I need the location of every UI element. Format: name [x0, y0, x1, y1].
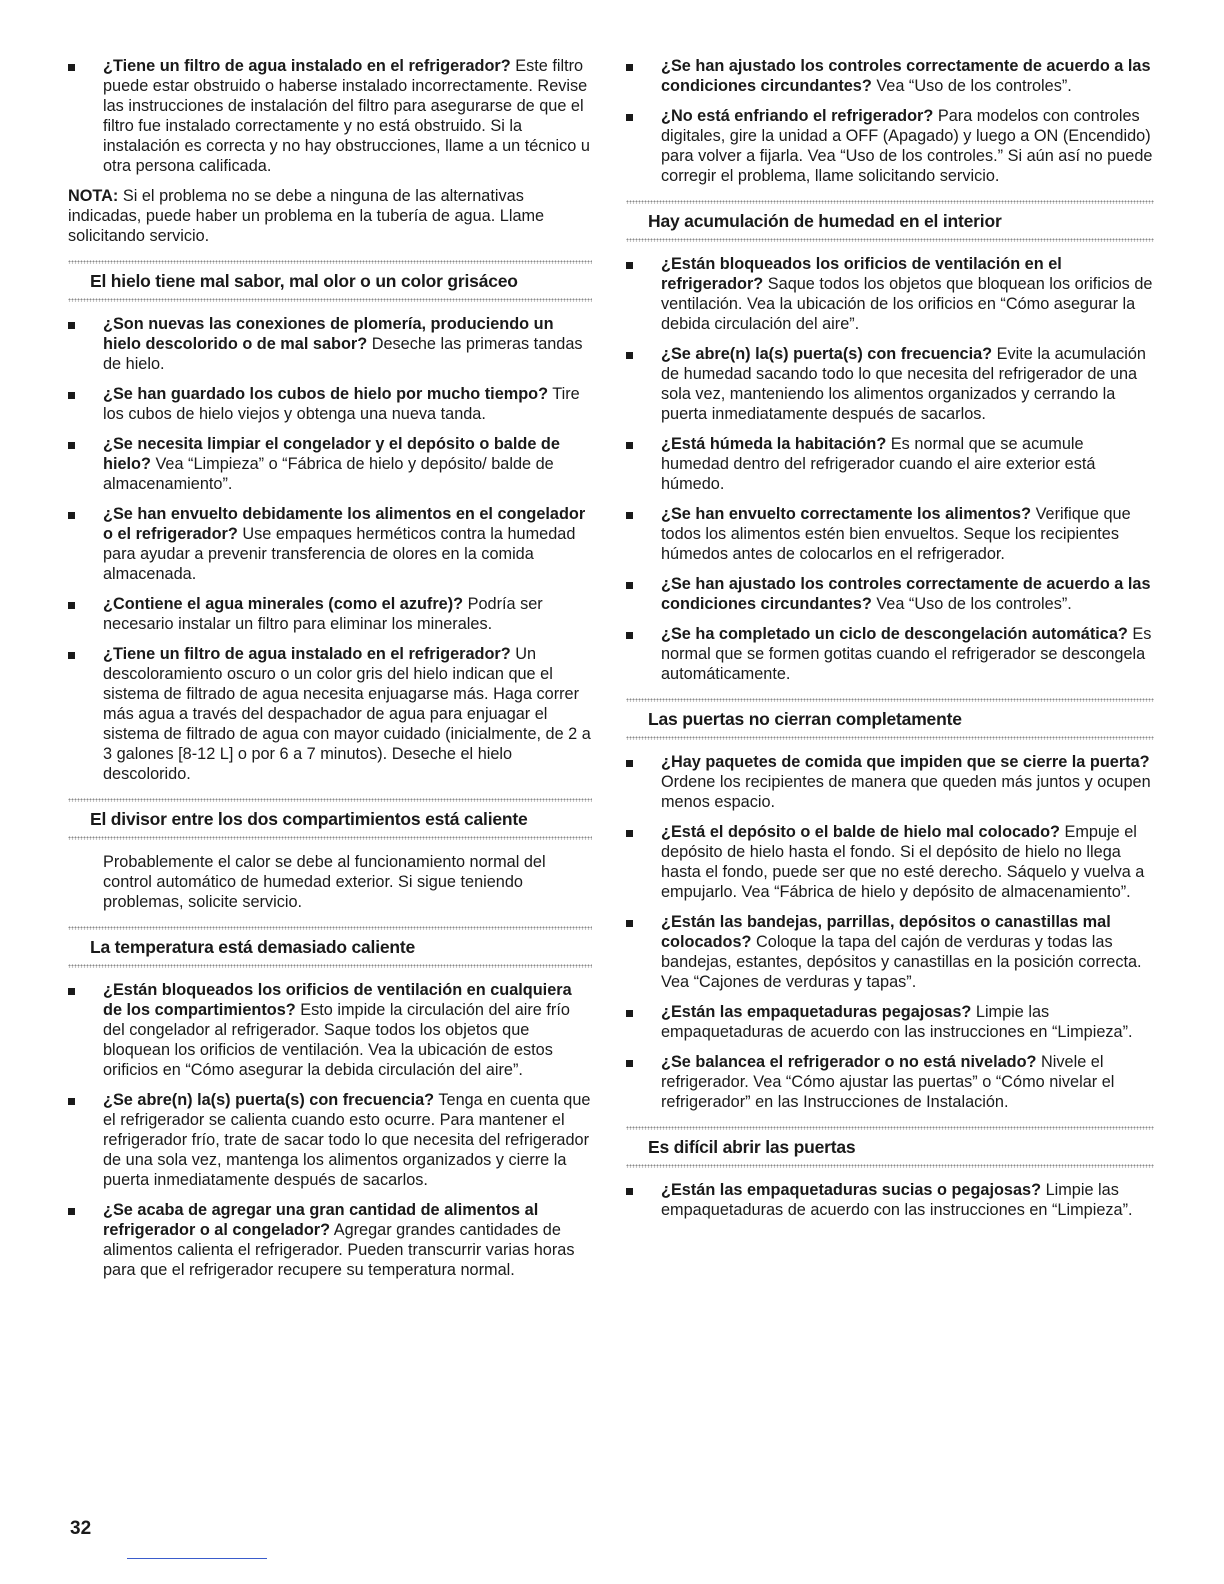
- item-answer: Podría ser necesario instalar un filtro para eliminar los minerales.: [103, 595, 543, 633]
- item-question: ¿Están las empaquetaduras pegajosas?: [661, 1003, 972, 1021]
- bullet-icon: [626, 442, 633, 449]
- section-heading: [68, 260, 592, 302]
- bullet-icon: [68, 392, 75, 399]
- item-answer: Vea “Uso de los controles”.: [871, 77, 1072, 95]
- bullet-icon: [626, 632, 633, 639]
- item-question: ¿Se balancea el refrigerador o no está nivelado?: [661, 1053, 1037, 1071]
- section-title: Es difícil abrir las puertas: [648, 1137, 856, 1157]
- section-title: La temperatura está demasiado caliente: [90, 937, 416, 957]
- item-question: ¿Se necesita limpiar el congelador y el depósito o balde de hielo?: [103, 435, 560, 473]
- item-answer: Agregar grandes cantidades de alimentos calienta el refrigerador. Pueden transcurrir varias horas para que el refrigerador recupere su temperatura normal.: [103, 1221, 575, 1279]
- item-question: ¿Está el depósito o el balde de hielo mal colocado?: [661, 823, 1060, 841]
- item-answer: Nivele el refrigerador. Vea “Cómo ajustar las puertas” o “Cómo nivelar el refrigerador” en las Instrucciones de Instalación.: [661, 1053, 1115, 1111]
- dotted-rule: [68, 298, 592, 302]
- section-heading: [626, 200, 1154, 242]
- bullet-icon: [68, 512, 75, 519]
- item-answer: Evite la acumulación de humedad sacando todo lo que necesita del refrigerador de una sola vez, manteniendo los alimentos organizados y cerrando la puerta inmediatamente después de sacarlos.: [661, 345, 1146, 423]
- item-question: ¿No está enfriando el refrigerador?: [661, 107, 934, 125]
- item-answer: Vea “Limpieza” o “Fábrica de hielo y depósito/ balde de almacenamiento”.: [103, 455, 554, 493]
- list-item: [68, 434, 592, 494]
- bullet-icon: [626, 114, 633, 121]
- item-answer: Verifique que todos los alimentos estén bien envueltos. Seque los recipientes húmedos antes de colocarlos en el refrigerador.: [661, 505, 1131, 563]
- bullet-icon: [626, 920, 633, 927]
- list-item: [626, 344, 1154, 424]
- bullet-icon: [626, 352, 633, 359]
- item-question: ¿Se han envuelto debidamente los alimentos en el congelador o el refrigerador?: [103, 505, 586, 543]
- dotted-rule: [68, 836, 592, 840]
- item-question: ¿Contiene el agua minerales (como el azufre)?: [103, 595, 464, 613]
- section-heading: [626, 698, 1154, 740]
- list-item: [68, 1200, 592, 1280]
- bullet-icon: [626, 582, 633, 589]
- dotted-rule: [626, 1164, 1154, 1168]
- bullet-icon: [68, 652, 75, 659]
- item-answer: Ordene los recipientes de manera que queden más juntos y ocupen menos espacio.: [661, 773, 1151, 811]
- list-item: [626, 752, 1154, 812]
- item-question: ¿Está húmeda la habitación?: [661, 435, 887, 453]
- list-item: [626, 624, 1154, 684]
- bullet-icon: [68, 64, 75, 71]
- note-text: Si el problema no se debe a ninguna de las alternativas indicadas, puede haber un problema en la tubería de agua. Llame solicitando servicio.: [68, 187, 545, 245]
- list-item: [626, 574, 1154, 614]
- bullet-icon: [626, 1188, 633, 1195]
- item-question: ¿Están bloqueados los orificios de ventilación en cualquiera de los compartimientos?: [103, 981, 572, 1019]
- list-item: [626, 504, 1154, 564]
- dotted-rule: [626, 238, 1154, 242]
- item-answer: Un descoloramiento oscuro o un color gris del hielo indican que el sistema de filtrado de agua necesita enjuagarse más. Haga correr más agua a través del despachador de agua para enjuagar el sistema de filtrado de agua con mayor cuidado (inicialmente, de 2 a 3 galones [8-12 L] o por 6 a 7 minutos). Deseche el hielo descolorido.: [103, 645, 591, 783]
- item-answer: Use empaques herméticos contra la humedad para ayudar a prevenir transferencia de olores en la comida almacenada.: [103, 525, 576, 583]
- page-number: 32: [70, 1518, 92, 1539]
- bullet-icon: [68, 602, 75, 609]
- section-title: El divisor entre los dos compartimientos está caliente: [90, 809, 528, 829]
- item-question: ¿Están bloqueados los orificios de ventilación en el refrigerador?: [661, 255, 1062, 293]
- item-answer: Limpie las empaquetaduras de acuerdo con las instrucciones en “Limpieza”.: [661, 1181, 1133, 1219]
- section-heading: [68, 926, 592, 968]
- item-question: ¿Tiene un filtro de agua instalado en el refrigerador?: [103, 57, 511, 75]
- bullet-icon: [626, 64, 633, 71]
- item-answer: Para modelos con controles digitales, gire la unidad a OFF (Apagado) y luego a ON (Encendido) para volver a fijarla. Vea “Uso de los controles.” Si aún así no puede corregir el problema, llame solicitando servicio.: [661, 107, 1153, 185]
- item-answer: Saque todos los objetos que bloquean los orificios de ventilación. Vea la ubicación de los orificios en “Cómo asegurar la debida circulación del aire”.: [661, 275, 1153, 333]
- item-question: ¿Tiene un filtro de agua instalado en el refrigerador?: [103, 645, 511, 663]
- bullet-icon: [68, 988, 75, 995]
- list-item: [68, 594, 592, 634]
- item-answer: Empuje el depósito de hielo hasta el fondo. Si el depósito de hielo no llega hasta el fondo, puede ser que no esté derecho. Sáquelo y vuelva a empujarlo. Vea “Fábrica de hielo y depósito de almacenamiento”.: [661, 823, 1145, 901]
- bullet-icon: [68, 442, 75, 449]
- item-question: ¿Se abre(n) la(s) puerta(s) con frecuencia?: [661, 345, 993, 363]
- section-title: Las puertas no cierran completamente: [648, 709, 962, 729]
- list-item: [68, 384, 592, 424]
- item-question: ¿Se han ajustado los controles correctamente de acuerdo a las condiciones circundantes?: [661, 57, 1151, 95]
- right-column: [626, 56, 1154, 1230]
- list-item: [626, 56, 1154, 96]
- list-item: [626, 106, 1154, 186]
- list-item: [68, 1090, 592, 1190]
- bullet-icon: [626, 1010, 633, 1017]
- list-item: [626, 1002, 1154, 1042]
- bullet-icon: [68, 1208, 75, 1215]
- list-item: [68, 504, 592, 584]
- item-answer: Deseche las primeras tandas de hielo.: [103, 335, 583, 373]
- section-text: Probablemente el calor se debe al funcionamiento normal del control automático de humedad exterior. Si sigue teniendo problemas, solicite servicio.: [103, 853, 546, 911]
- list-item: [68, 314, 592, 374]
- item-question: ¿Se acaba de agregar una gran cantidad de alimentos al refrigerador o al congelador?: [103, 1201, 539, 1239]
- bullet-icon: [626, 512, 633, 519]
- item-question: ¿Se han ajustado los controles correctamente de acuerdo a las condiciones circundantes?: [661, 575, 1151, 613]
- item-answer: Tenga en cuenta que el refrigerador se calienta cuando esto ocurre. Para mantener el refrigerador frío, trate de sacar todo lo que necesita del refrigerador de una sola vez, mantenga los alimentos organizados y cierre la puerta inmediatamente después de sacarlos.: [103, 1091, 591, 1189]
- note-label: NOTA:: [68, 187, 119, 205]
- item-question: ¿Se abre(n) la(s) puerta(s) con frecuencia?: [103, 1091, 435, 1109]
- list-item: [68, 644, 592, 784]
- left-column: [68, 56, 592, 1290]
- footer-rule: [127, 1558, 267, 1559]
- list-item: [626, 822, 1154, 902]
- section-title: El hielo tiene mal sabor, mal olor o un color grisáceo: [90, 271, 518, 291]
- item-question: ¿Están las bandejas, parrillas, depósitos o canastillas mal colocados?: [661, 913, 1111, 951]
- bullet-icon: [626, 830, 633, 837]
- list-item: [626, 1180, 1154, 1220]
- item-answer: Coloque la tapa del cajón de verduras y todas las bandejas, estantes, depósitos y canastillas en la posición correcta. Vea “Cajones de verduras y tapas”.: [661, 933, 1142, 991]
- section-heading: [626, 1126, 1154, 1168]
- item-question: ¿Están las empaquetaduras sucias o pegajosas?: [661, 1181, 1042, 1199]
- list-item: [68, 980, 592, 1080]
- item-answer: Es normal que se formen gotitas cuando el refrigerador se descongela automáticamente.: [661, 625, 1152, 683]
- dotted-rule: [68, 964, 592, 968]
- list-item: [626, 1052, 1154, 1112]
- list-item: [626, 912, 1154, 992]
- list-item: [626, 434, 1154, 494]
- dotted-rule: [626, 736, 1154, 740]
- bullet-icon: [626, 1060, 633, 1067]
- item-answer: Es normal que se acumule humedad dentro del refrigerador cuando el aire exterior está húmedo.: [661, 435, 1096, 493]
- bullet-icon: [626, 262, 633, 269]
- item-answer: Este filtro puede estar obstruido o haberse instalado incorrectamente. Revise las instrucciones de instalación del filtro para asegurarse de que el filtro fue instalado correctamente y no está obstruido. Si la instalación es correcta y no hay obstrucciones, llame a un técnico u otra persona calificada.: [103, 57, 590, 175]
- item-answer: Tire los cubos de hielo viejos y obtenga una nueva tanda.: [103, 385, 580, 423]
- note: [68, 186, 592, 246]
- item-answer: Vea “Uso de los controles”.: [871, 595, 1072, 613]
- item-question: ¿Hay paquetes de comida que impiden que se cierre la puerta?: [661, 753, 1150, 771]
- item-question: ¿Se han envuelto correctamente los alimentos?: [661, 505, 1032, 523]
- bullet-icon: [626, 760, 633, 767]
- list-item: [68, 56, 592, 176]
- list-item: [626, 254, 1154, 334]
- item-question: ¿Son nuevas las conexiones de plomería, produciendo un hielo descolorido o de mal sabor?: [103, 315, 554, 353]
- bullet-icon: [68, 322, 75, 329]
- section-heading: [68, 798, 592, 840]
- item-answer: Esto impide la circulación del aire frío del congelador al refrigerador. Saque todos los objetos que bloquean los orificios de ventilación. Vea la ubicación de estos orificios en “Cómo asegurar la debida circulación del aire”.: [103, 1001, 570, 1079]
- section-title: Hay acumulación de humedad en el interior: [648, 211, 1002, 231]
- item-question: ¿Se ha completado un ciclo de descongelación automática?: [661, 625, 1128, 643]
- item-answer: Limpie las empaquetaduras de acuerdo con las instrucciones en “Limpieza”.: [661, 1003, 1133, 1041]
- item-question: ¿Se han guardado los cubos de hielo por mucho tiempo?: [103, 385, 549, 403]
- bullet-icon: [68, 1098, 75, 1105]
